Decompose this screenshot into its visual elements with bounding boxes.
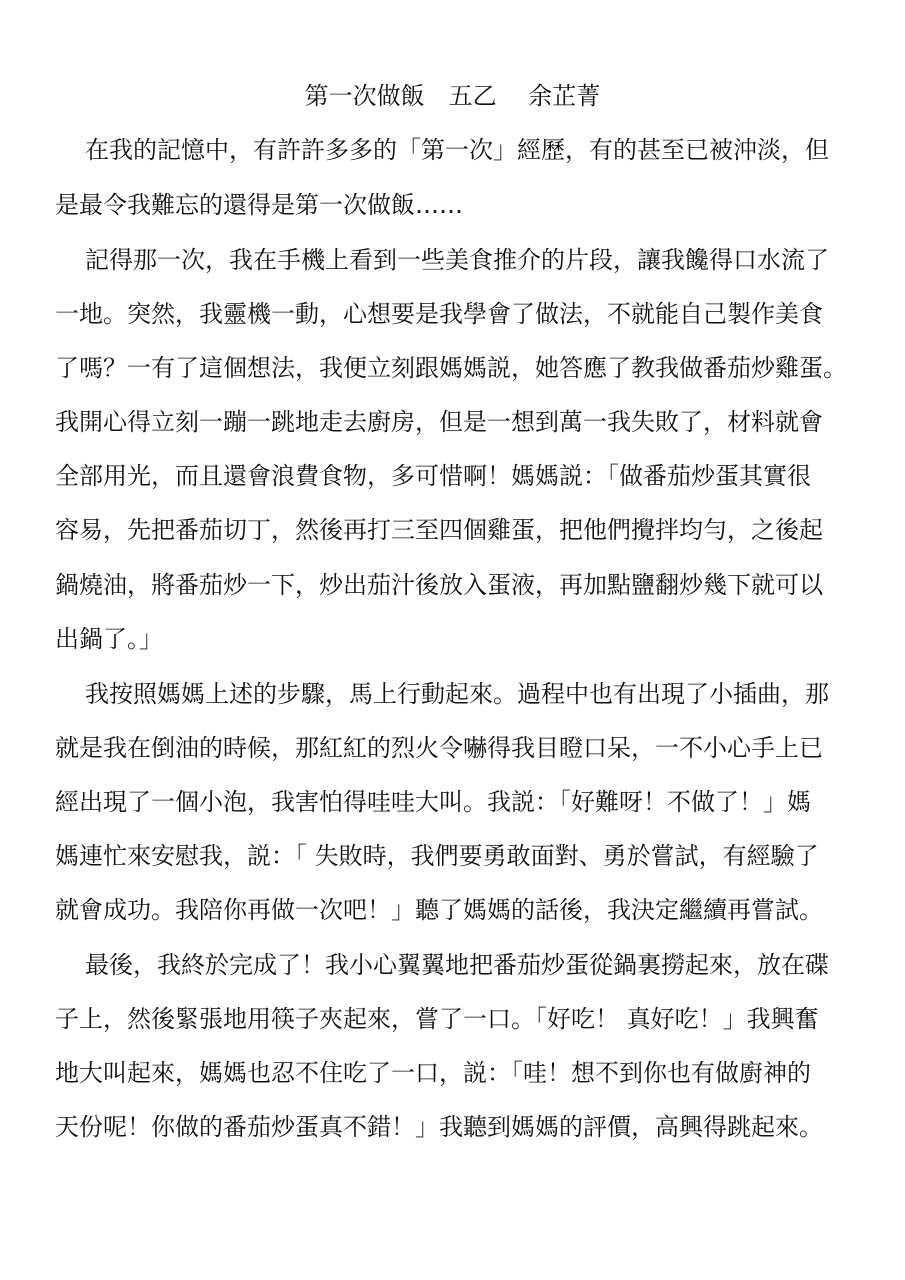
text-line: 天份呢！你做的番茄炒蛋真不錯！」我聽到媽媽的評價，高興得跳起來。 [55, 1113, 823, 1141]
text-line: 出鍋了。」 [55, 625, 163, 653]
text-line: 容易，先把番茄切丁，然後再打三至四個雞蛋，把他們攪拌均勻，之後起 [55, 516, 823, 544]
text-line: 一地。突然，我靈機一動，心想要是我學會了做法，不就能自己製作美食 [55, 300, 823, 328]
text-line: 經出現了一個小泡，我害怕得哇哇大叫。我説：「好難呀！不做了！」媽 [55, 788, 811, 816]
text-line: 我開心得立刻一蹦一跳地走去廚房，但是一想到萬一我失敗了，材料就會 [55, 408, 823, 436]
text-line: 就會成功。我陪你再做一次吧！」聽了媽媽的話後，我決定繼續再嘗試。 [55, 896, 823, 924]
text-line: 我按照媽媽上述的步驟，馬上行動起來。過程中也有出現了小插曲，那 [85, 680, 829, 708]
text-line: 全部用光，而且還會浪費食物，多可惜啊！媽媽説：「做番茄炒蛋其實很 [55, 462, 811, 490]
essay-title: 第一次做飯 五乙 余芷菁 [304, 82, 601, 110]
text-line: 鍋燒油，將番茄炒一下，炒出茄汁後放入蛋液，再加點鹽翻炒幾下就可以 [55, 571, 823, 599]
text-line: 在我的記憶中，有許許多多的「第一次」經歷，有的甚至已被沖淡，但 [85, 136, 829, 164]
text-line: 子上，然後緊張地用筷子夾起來，嘗了一口。「好吃！ 真好吃！」我興奮 [55, 1005, 819, 1033]
text-line: 最後，我終於完成了！我小心翼翼地把番茄炒蛋從鍋裏撈起來，放在碟 [85, 951, 829, 979]
text-line: 地大叫起來，媽媽也忍不住吃了一口，説：「哇！想不到你也有做廚神的 [55, 1059, 811, 1087]
text-line: 是最令我難忘的還得是第一次做飯…… [55, 191, 463, 219]
text-line: 媽連忙來安慰我，説：「 失敗時，我們要勇敢面對、勇於嘗試，有經驗了 [55, 842, 819, 870]
text-line: 就是我在倒油的時候，那紅紅的烈火令嚇得我目瞪口呆，一不小心手上已 [55, 734, 823, 762]
text-line: 了嗎？一有了這個想法，我便立刻跟媽媽説，她答應了教我做番茄炒雞蛋。 [55, 354, 847, 382]
text-line: 記得那一次，我在手機上看到一些美食推介的片段，讓我饞得口水流了 [85, 246, 829, 274]
